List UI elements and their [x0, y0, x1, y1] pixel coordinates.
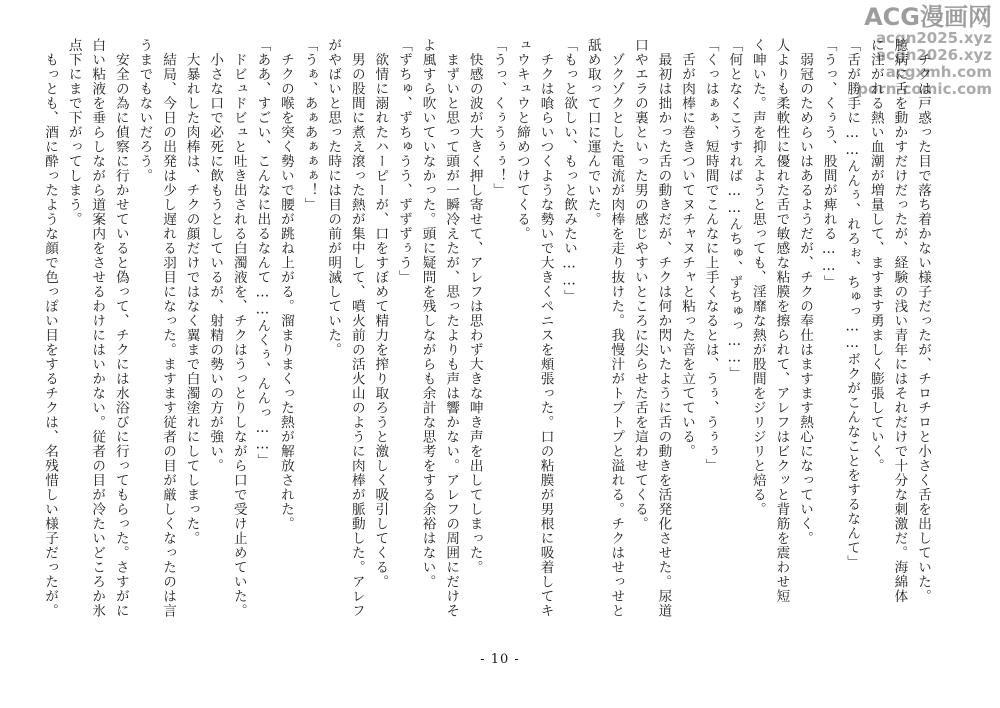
- text-line: まずいと思って頭が一瞬冷えたが、思ったよりも声は響かない。アレフの周囲にだけそ: [443, 38, 460, 618]
- text-line: 小さな口で必死に飲もうとしているが、射精の勢いの方が強い。: [207, 38, 224, 473]
- text-line: もっとも、酒に酔ったような顔で色っぽい目をするチクは、名残惜しい様子だったが。: [42, 38, 59, 618]
- vertical-text-body: [42, 38, 934, 640]
- text-line: 「うぁ、あぁあぁぁぁ！」: [301, 38, 318, 212]
- text-line: チクは戸惑った目で落ち着かない様子だったが、チロチロと小さく舌を出していた。: [915, 38, 931, 604]
- text-line: 「うっ、くぅう、股間が痺れる……」: [820, 38, 837, 290]
- text-line: がやばいと思った時には目の前が明滅していた。: [325, 38, 342, 357]
- text-line: 臆病に舌を動かすだけだったが、経験の浅い青年にはそれだけで十分な刺激だ。海綿体: [891, 38, 908, 604]
- text-line: 人よりも柔軟性に優れた舌で敏感な粘膜を擦られて、アレフはビクッと背筋を震わせ短: [773, 38, 790, 604]
- text-line: 点下にまで下がってしまう。: [65, 38, 82, 227]
- text-line: 欲情に溺れたハーピーが、口をすぼめて精力を搾り取ろうと激しく吸引してくる。: [372, 38, 389, 589]
- text-line: 「うっ、くぅうぅぅ！」: [490, 38, 507, 198]
- text-line: ゾクゾクとした電流が肉棒を走り抜けた。我慢汁がトプトプと溢れる。チクはせっせと: [608, 38, 625, 618]
- text-line: 口やエラの裏といった男の感じやすいところに尖らせた舌を這わせてくる。: [631, 38, 648, 531]
- watermark-title: ACG漫画网: [864, 3, 992, 31]
- text-line: 男の股間に煮え滾った熱が集中して、噴火前の活火山のように肉棒が脈動した。アレフ: [348, 38, 365, 618]
- text-line: ュウキュウと締めつけてくる。: [513, 38, 530, 241]
- text-line: 「舌が勝手に……んんぅ、れろぉ、ちゅっ……ボクがこんなことをするなんて」: [844, 38, 861, 570]
- text-line: 大暴れした肉棒は、チクの顔だけではなく翼まで白濁塗れにしてしまった。: [183, 38, 200, 546]
- text-line: 「くっはぁぁ、短時間でこんなに上手くなるとは、うぅ、うぅぅ」: [702, 38, 719, 473]
- watermark-url-4: porn-comic.com: [857, 80, 992, 98]
- text-line: 舐め取って口に運んでいた。: [584, 38, 601, 227]
- text-line: 舌が肉棒に巻きついてヌチャヌチャと粘った音を立てている。: [679, 38, 696, 459]
- text-line: チクの喉を突く勢いで腰が跳ね上がる。溜まりまくった熱が解放された。: [277, 38, 294, 531]
- text-line: 「ああ、すごい、こんなに出るなんて……んくぅ、んんっ……」: [254, 38, 271, 469]
- text-line: よ風すら吹いていなかった。頭に疑問を残しながらも余計な思考をする余裕はない。: [419, 38, 436, 589]
- text-line: 弱冠のためらいはあるようだが、チクの奉仕はますます熱心になっていく。: [797, 38, 814, 546]
- text-line: 「もっと欲しい、もっと飲みたい……」: [561, 38, 578, 304]
- watermark-url-3: acgxmh.com: [885, 63, 992, 81]
- text-line: ドビュドビュと吐き出される白濁液を、チクはうっとりしながら口で受け止めていた。: [230, 38, 247, 618]
- text-line: 結局、今日の出発は少し遅れる羽目になった。ますます従者の目が厳しくなったのは言: [160, 38, 176, 618]
- page-number: - 10 -: [480, 652, 520, 667]
- text-line: に注がれる熱い血潮が増量して、ますます勇ましく膨張していく。: [867, 38, 884, 473]
- text-line: 快感の波が大きく押し寄せて、アレフは思わず大きな呻き声を出してしまった。: [466, 38, 483, 575]
- text-line: チクは喰らいつくような勢いで大きくペニスを頬張った。口の粘膜が男根に吸着してキ: [537, 38, 554, 618]
- text-line: 最初は拙かった舌の動きだが、チクは何か閃いたように舌の動きを活発化させた。尿道: [655, 38, 672, 618]
- text-line: 「何となくこうすれば……んちゅ、ずちゅっ……」: [726, 38, 743, 382]
- watermark-url-2: acgn2026.xyz: [875, 46, 992, 64]
- text-line: く呻いた。声を抑えようと思っても、淫靡な熱が股間をジリジリと焙る。: [749, 38, 766, 517]
- watermark-url-1: acgn2025.xyz: [875, 29, 992, 47]
- text-line: うまでもないだろう。: [136, 38, 153, 183]
- text-line: 安全の為に偵察に行かせていると偽って、チクには水浴びに行ってもらった。さすがに: [112, 38, 129, 618]
- text-line: 白い粘液を垂らしながら道案内をさせるわけにはいかない。従者の目が冷たいどころか氷: [89, 38, 106, 618]
- text-line: 「ずちゅ、ずちゅうう、ずずずぅう」: [395, 38, 412, 285]
